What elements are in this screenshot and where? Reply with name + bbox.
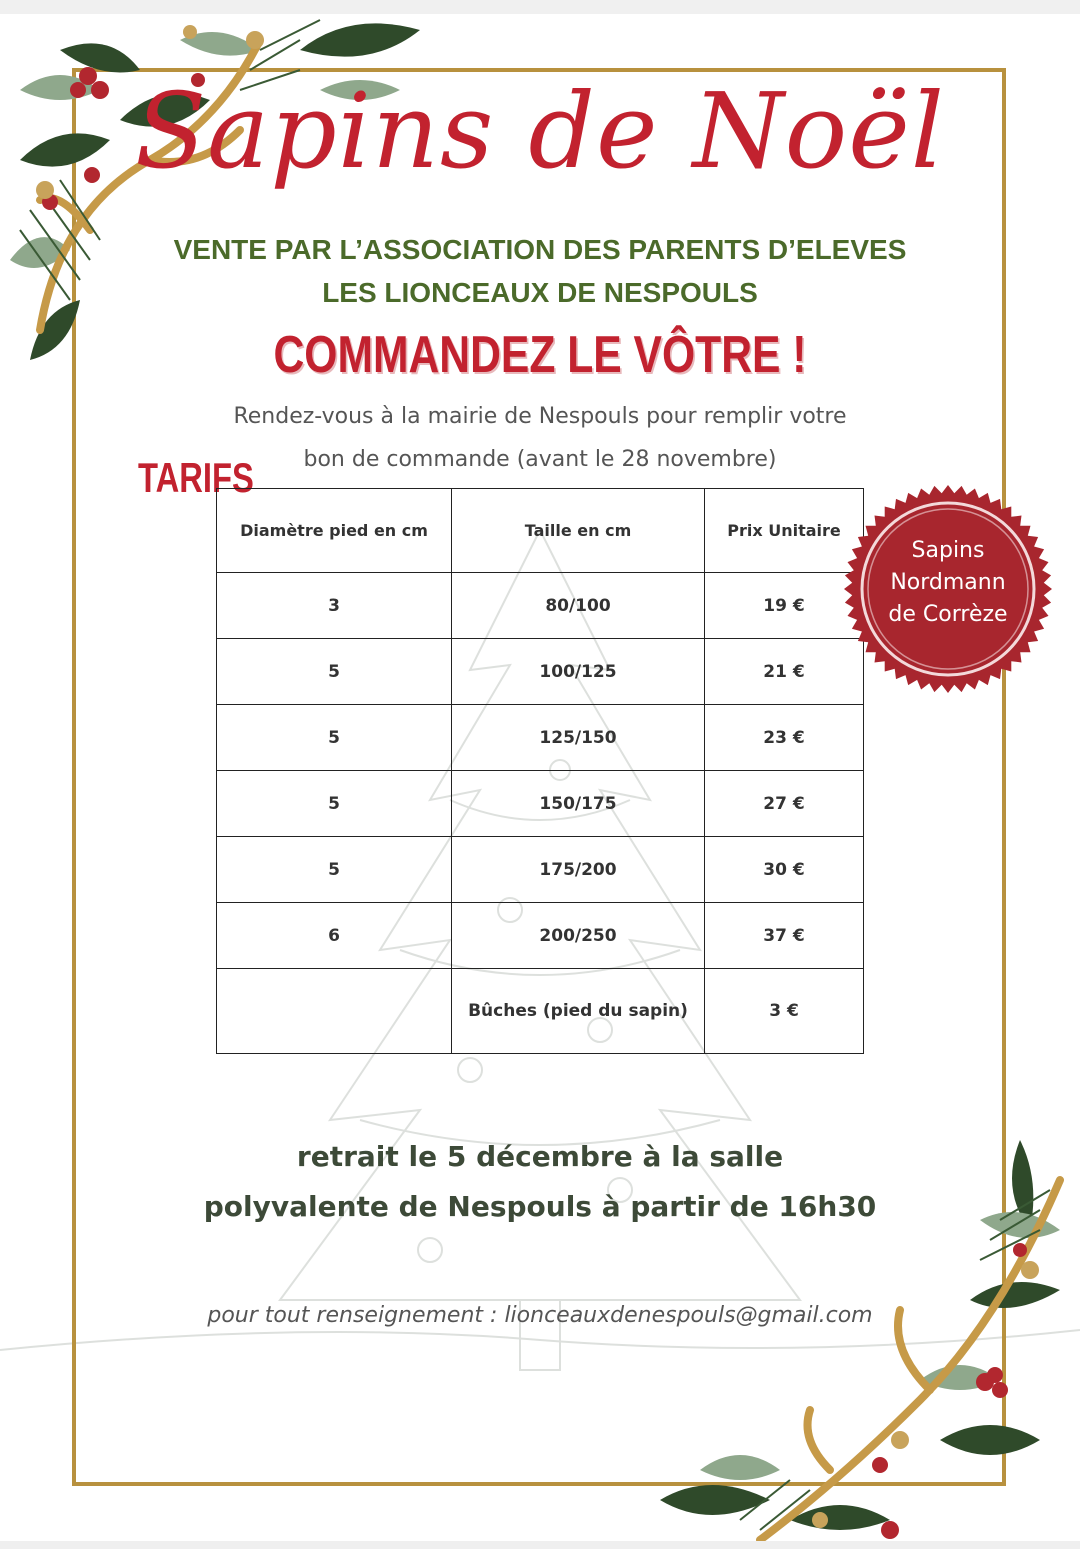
table-row bbox=[217, 705, 864, 771]
column-header-diameter: Diamètre pied en cm bbox=[217, 489, 452, 573]
table-row bbox=[217, 837, 864, 903]
pickup-info-line2: polyvalente de Nespouls à partir de 16h30 bbox=[203, 1190, 877, 1223]
cell-diameter: 3 bbox=[217, 573, 452, 639]
price-table bbox=[216, 488, 864, 1054]
seal-label-line2: Nordmann bbox=[890, 570, 1006, 595]
table-row bbox=[217, 639, 864, 705]
cell-size: 175/200 bbox=[452, 837, 705, 903]
intro-text-line1: Rendez-vous à la mairie de Nespouls pour remplir votre bbox=[233, 404, 847, 429]
cell-size: 100/125 bbox=[452, 639, 705, 705]
seal-label-line1: Sapins bbox=[911, 538, 985, 563]
cell-price: 37 € bbox=[705, 903, 864, 969]
cell-price: 27 € bbox=[705, 771, 864, 837]
pickup-info-line1: retrait le 5 décembre à la salle bbox=[296, 1140, 784, 1173]
bottom-strip bbox=[0, 1541, 1080, 1549]
cell-size: 150/175 bbox=[452, 771, 705, 837]
seal-label bbox=[842, 535, 1054, 631]
cell-price: 30 € bbox=[705, 837, 864, 903]
page-title: Sapins de Noël bbox=[134, 70, 946, 192]
cell-diameter bbox=[217, 969, 452, 1054]
cell-size: Bûches (pied du sapin) bbox=[452, 969, 705, 1054]
cell-price: 3 € bbox=[705, 969, 864, 1054]
table-row bbox=[217, 903, 864, 969]
contact-info: pour tout renseignement : lionceauxdenespouls@gmail.com bbox=[207, 1303, 873, 1328]
cell-price: 19 € bbox=[705, 573, 864, 639]
table-row bbox=[217, 771, 864, 837]
cell-size: 200/250 bbox=[452, 903, 705, 969]
holly-branch-decoration-bottom-right bbox=[640, 1120, 1080, 1549]
table-header-row bbox=[217, 489, 864, 573]
cell-diameter: 5 bbox=[217, 705, 452, 771]
intro-text-line2: bon de commande (avant le 28 novembre) bbox=[303, 447, 777, 472]
association-subtitle-line1: VENTE PAR L’ASSOCIATION DES PARENTS D’ELEVES bbox=[173, 234, 907, 265]
table-row bbox=[217, 969, 864, 1054]
cell-diameter: 5 bbox=[217, 639, 452, 705]
cell-price: 23 € bbox=[705, 705, 864, 771]
cell-size: 80/100 bbox=[452, 573, 705, 639]
column-header-size: Taille en cm bbox=[452, 489, 705, 573]
table-row bbox=[217, 573, 864, 639]
cell-diameter: 5 bbox=[217, 837, 452, 903]
tarifs-heading: TARIFS bbox=[138, 454, 254, 501]
order-call-to-action: COMMANDEZ LE VÔTRE ! bbox=[273, 326, 807, 384]
cell-size: 125/150 bbox=[452, 705, 705, 771]
column-header-price: Prix Unitaire bbox=[705, 489, 864, 573]
seal-label-line3: de Corrèze bbox=[888, 602, 1008, 627]
association-subtitle-line2: LES LIONCEAUX DE NESPOULS bbox=[322, 277, 758, 308]
cell-diameter: 5 bbox=[217, 771, 452, 837]
cell-price: 21 € bbox=[705, 639, 864, 705]
cell-diameter: 6 bbox=[217, 903, 452, 969]
